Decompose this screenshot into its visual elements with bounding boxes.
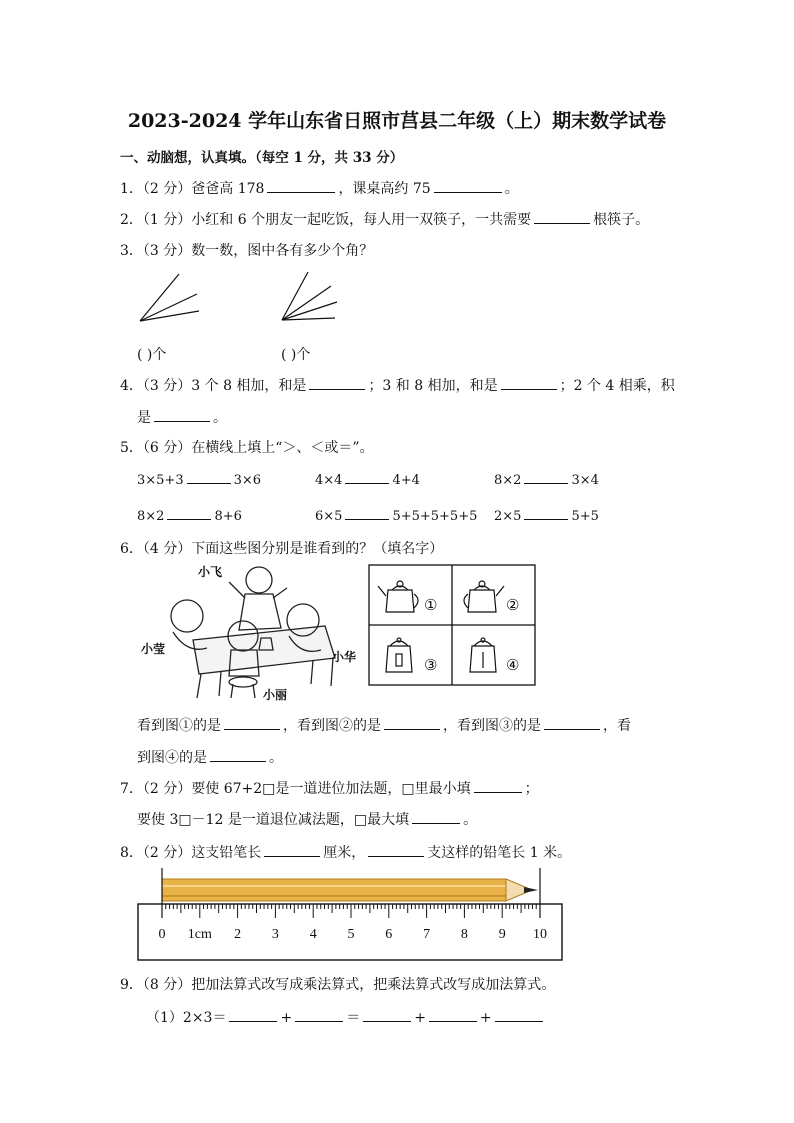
question-8: [120, 842, 571, 862]
question-4: [120, 375, 675, 395]
xiaofei-figure: [246, 567, 272, 593]
q3-answer-2: ( )个: [281, 347, 311, 363]
q9-blank-4[interactable]: [429, 1009, 477, 1022]
q9-plus: +: [479, 1010, 492, 1026]
q7-text-c: 要使 3□－12 是一道退位减法题，□最大填: [137, 812, 410, 828]
ruler-label: 1cm: [187, 927, 212, 942]
q9-blank-2[interactable]: [295, 1009, 343, 1022]
question-7-cont: [137, 809, 477, 829]
q9-blank-5[interactable]: [495, 1009, 543, 1022]
q1-text-b: ，课桌高约 75: [338, 181, 431, 197]
compare-item-5: [315, 507, 477, 524]
q6-text-d: ，看: [603, 718, 631, 734]
ruler-label: 6: [385, 927, 393, 942]
q2-text-a: 2．（1 分）小红和 6 个朋友一起吃饭，每人用一双筷子，一共需要: [120, 212, 532, 228]
q2-text-b: 根筷子。: [593, 212, 650, 228]
compare-blank[interactable]: [345, 507, 389, 520]
q9-equals: ＝: [346, 1010, 361, 1026]
q6-blank-4[interactable]: [210, 749, 266, 762]
ruler-label: 8: [460, 927, 468, 942]
q6-text-c: ，看到图③的是: [443, 718, 541, 734]
q6-text-e: 到图④的是: [137, 750, 207, 766]
teapot-view-1: [378, 581, 418, 612]
circle-label-4: ④: [506, 656, 520, 674]
compare-left: 8×2: [494, 473, 522, 488]
q6-answer-line-2: [137, 747, 283, 767]
name-xiaohua: 小华: [332, 650, 357, 664]
q1-text-c: 。: [504, 181, 519, 197]
q9-blank-3[interactable]: [363, 1009, 411, 1022]
compare-right: 5+5: [571, 509, 599, 524]
ruler-label: 0: [158, 927, 166, 942]
ruler-label: 2: [234, 927, 242, 942]
compare-blank[interactable]: [167, 507, 211, 520]
compare-right: 8+6: [214, 509, 242, 524]
q1-blank-2[interactable]: [434, 180, 502, 193]
compare-item-2: [315, 471, 420, 488]
teapot-view-4: [470, 638, 496, 672]
section-heading: 一、动脑想，认真填。（每空 1 分，共 33 分）: [120, 150, 404, 166]
q8-blank-1[interactable]: [264, 844, 320, 857]
ruler-label: 10: [533, 927, 547, 942]
compare-left: 2×5: [494, 509, 522, 524]
q2-blank[interactable]: [534, 211, 590, 224]
q7-text-a: 7．（2 分）要使 67+2□是一道进位加法题，□里最小填: [120, 781, 471, 797]
q8-text-a: 8．（2 分）这支铅笔长: [120, 845, 262, 861]
question-5: 5．（6 分）在横线上填上“＞、＜或＝”。: [120, 440, 374, 456]
q1-text-a: 1．（2 分）爸爸高 178: [120, 181, 265, 197]
q8-blank-2[interactable]: [368, 844, 424, 857]
teapot-view-3: [386, 638, 412, 672]
q4-text-b: ；3 和 8 相加，和是: [368, 378, 498, 394]
compare-left: 4×4: [315, 473, 343, 488]
q6-blank-2[interactable]: [384, 717, 440, 730]
question-4-cont: [137, 407, 227, 427]
q4-blank-2[interactable]: [501, 377, 557, 390]
q4-blank-1[interactable]: [309, 377, 365, 390]
circle-label-1: ①: [424, 596, 438, 614]
teapot-view-2: [464, 581, 504, 612]
compare-item-1: [137, 471, 261, 488]
compare-blank[interactable]: [187, 471, 231, 484]
page-title: 2023-2024 学年山东省日照市莒县二年级（上）期末数学试卷: [127, 110, 667, 132]
ruler-label: 9: [498, 927, 506, 942]
q9-text: （1）2×3＝: [146, 1010, 227, 1026]
q6-blank-1[interactable]: [224, 717, 280, 730]
q6-text-b: ，看到图②的是: [283, 718, 381, 734]
q9-item-1: [146, 1007, 546, 1027]
circle-label-3: ③: [424, 656, 438, 674]
q8-text-c: 支这样的铅笔长 1 米。: [427, 845, 572, 861]
compare-blank[interactable]: [345, 471, 389, 484]
question-6: 6．（4 分）下面这些图分别是谁看到的？（填名字）: [120, 541, 444, 557]
question-9: 9．（8 分）把加法算式改写成乘法算式，把乘法算式改写成加法算式。: [120, 977, 556, 993]
compare-left: 3×5+3: [137, 473, 184, 488]
q9-plus: +: [414, 1010, 426, 1026]
q1-blank-1[interactable]: [267, 180, 335, 193]
name-xiaoli: 小丽: [263, 688, 288, 702]
ruler-label: 7: [423, 927, 431, 942]
q8-text-b: 厘米，: [323, 845, 366, 861]
q7-blank-2[interactable]: [412, 811, 460, 824]
ruler-label: 5: [347, 927, 355, 942]
q4-text-d: 是: [137, 410, 151, 426]
q6-blank-3[interactable]: [544, 717, 600, 730]
q7-blank-1[interactable]: [474, 780, 522, 793]
q4-text-a: 4．（3 分）3 个 8 相加，和是: [120, 378, 307, 394]
q7-text-b: ；: [524, 781, 539, 797]
q9-blank-1[interactable]: [229, 1009, 277, 1022]
compare-right: 4+4: [392, 473, 420, 488]
ruler-label: 4: [309, 927, 317, 942]
question-1: [120, 178, 519, 198]
q6-text-a: 看到图①的是: [137, 718, 221, 734]
name-xiaofei: 小飞: [198, 565, 223, 579]
compare-item-4: [137, 507, 242, 524]
compare-right: 5+5+5+5+5: [392, 509, 478, 524]
children-table-illustration: [135, 558, 370, 704]
question-3: 3．（3 分）数一数，图中各有多少个角？: [120, 243, 374, 259]
circle-label-2: ②: [506, 596, 520, 614]
pencil: [162, 879, 538, 901]
ruler-label: 3: [271, 927, 279, 942]
question-7: [120, 778, 539, 798]
angle-figures: [135, 268, 365, 332]
q3-answer-1: ( )个: [137, 347, 167, 363]
compare-right: 3×4: [571, 473, 599, 488]
q4-text-c: ；2 个 4 相乘，积: [559, 378, 675, 394]
q4-text-e: 。: [213, 410, 227, 426]
compare-item-3: [494, 471, 599, 488]
name-xiaoying: 小莹: [141, 642, 166, 656]
q9-plus: +: [280, 1010, 293, 1026]
q6-text-f: 。: [269, 750, 283, 766]
pencil-ruler-figure: [136, 866, 564, 964]
angle-figure-1: [140, 274, 199, 321]
q7-text-d: 。: [463, 812, 478, 828]
question-2: [120, 209, 649, 229]
compare-blank[interactable]: [524, 471, 568, 484]
q4-blank-3[interactable]: [154, 409, 210, 422]
compare-blank[interactable]: [524, 507, 568, 520]
compare-left: 6×5: [315, 509, 343, 524]
compare-item-6: [494, 507, 599, 524]
compare-right: 3×6: [233, 473, 262, 488]
q6-answer-line-1: [137, 715, 631, 735]
compare-left: 8×2: [137, 509, 165, 524]
angle-figure-2: [282, 272, 337, 320]
xiaoying-figure: [171, 600, 203, 632]
